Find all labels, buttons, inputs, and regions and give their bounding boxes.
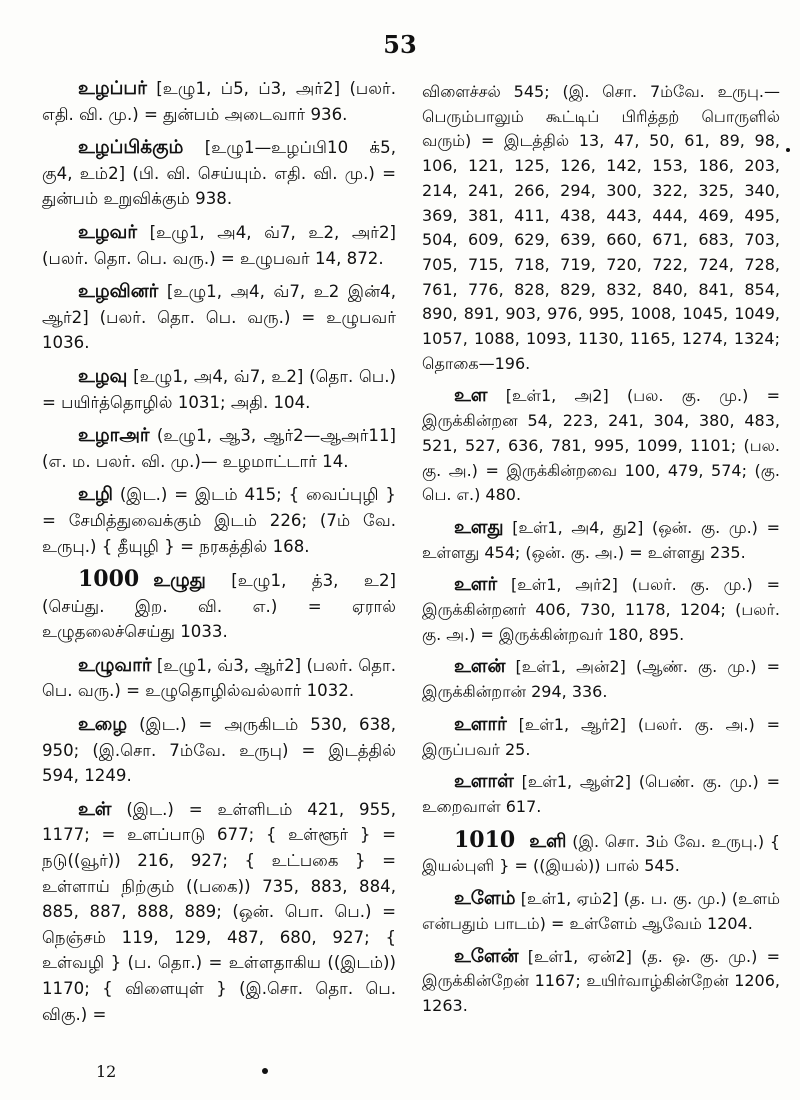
right-column bbox=[422, 80, 780, 1027]
headword: உளார் bbox=[454, 713, 507, 735]
entry-body: [உள்1, அன்2] (ஆண். கு. மு.) = இருக்கின்றான் 294, 336. bbox=[422, 657, 780, 702]
dictionary-entry bbox=[422, 516, 780, 565]
headword: உளாள் bbox=[454, 771, 514, 793]
headword: உளேன் bbox=[454, 945, 519, 967]
headword: உழவர் bbox=[78, 221, 138, 243]
margin-dot bbox=[786, 148, 790, 152]
entry-body: [உள்1, அ4, து2] (ஒன். கு. மு.) = உள்ளது 454; (ஒன். கு. அ.) = உள்ளது 235. bbox=[422, 517, 780, 562]
dictionary-entry bbox=[42, 364, 396, 415]
headword: உளது bbox=[454, 516, 504, 538]
dictionary-entry bbox=[42, 220, 396, 271]
entry-body: (இ. சொ. 3ம் வே. உருபு.) { இயல்புளி } = ((இயல்)) பால் 545. bbox=[422, 831, 780, 876]
dictionary-entry bbox=[42, 567, 396, 645]
dictionary-entry bbox=[42, 76, 396, 127]
entry-body: (இட.) = உள்ளிடம் 421, 955, 1177; = உளப்பாடு 677; { உள்ளூர் } = நடு((வூர்)) 216, 927; { உட்பகை } = உள்ளாய் நிற்கும் ((பகை)) 735, 883, 884, 885, 887, 888, 889; (ஒன். பொ. பெ.) = நெஞ்சம் 119, 129, 487, 680, 927; { உள்வழி } (ப. தொ.) = உள்ளதாகிய ((இடம்)) 1170; { விளையுள் } (இ.சொ. தொ. பெ. விகு.) = bbox=[42, 799, 396, 1024]
entry-body: [உள்1, ஆள்2] (பெண். கு. மு.) = உறைவாள் 617. bbox=[422, 772, 780, 816]
dictionary-entry bbox=[422, 887, 780, 936]
dictionary-entry bbox=[422, 384, 780, 508]
entry-number: 1000 bbox=[78, 566, 140, 593]
left-column bbox=[42, 76, 396, 1035]
dictionary-entry bbox=[42, 482, 396, 559]
dictionary-entry bbox=[42, 712, 396, 789]
headword: உழாஅர் bbox=[78, 425, 150, 447]
dictionary-entry bbox=[422, 945, 780, 1019]
headword: உழி bbox=[78, 484, 113, 506]
entry-body: [உழு1—உழப்பி10 க்5, கு4, உம்2] (பி. வி. செய்யும். எதி. வி. மு.) = துன்பம் உறுவிக்கும் 938. bbox=[42, 138, 396, 209]
entry-body: [உழு1, வ்3, ஆர்2] (பலர். தொ. பெ. வரு.) = உழுதொழில்வல்லார் 1032. bbox=[42, 655, 396, 701]
entry-body: [உள்1, ஏன்2] (த. ஒ. கு. மு.) = இருக்கின்றேன் 1167; உயிர்வாழ்கின்றேன் 1206, 1263. bbox=[422, 946, 780, 1015]
headword: உழப்பர் bbox=[78, 78, 147, 99]
entry-body: [உழு1, அ4, வ்7, உ2 இன்4, ஆர்2] (பலர். தொ. பெ. வரு.) = உழுபவர் 1036. bbox=[42, 282, 396, 353]
headword: உளன் bbox=[454, 656, 506, 678]
entry-body: [உழு1, த்3, உ2] (செய்து. இற. வி. எ.) = ஏரால் உழுதலைச்செய்து 1033. bbox=[42, 571, 396, 642]
dictionary-entry bbox=[422, 655, 780, 704]
dictionary-entry bbox=[42, 653, 396, 704]
entry-body: [உள்1, அ2] (பல. கு. மு.) = இருக்கின்றன 54, 223, 241, 304, 380, 483, 521, 527, 636, 781, 995, 1099, 1101; (பல. கு. அ.) = இருக்கின்றவை 100, 479, 574; (கு. பெ. எ.) 480. bbox=[422, 386, 780, 505]
entry-body: விளைச்சல் 545; (இ. சொ. 7ம்வே. உருபு.—பெரும்பாலும் கூட்டிப் பிரித்தற் பொருளில் வரும்) = இடத்தில் 13, 47, 50, 61, 89, 98, 106, 121, 125, 126, 142, 153, 186, 203, 214, 241, 266, 294, 300, 322, 325, 340, 369, 381, 411, 438, 443, 444, 469, 495, 504, 609, 629, 639, 660, 671, 683, 703, 705, 715, 718, 719, 720, 722, 724, 728, 761, 776, 828, 829, 832, 840, 841, 854, 890, 891, 903, 976, 995, 1008, 1045, 1049, 1057, 1088, 1093, 1130, 1165, 1274, 1324; தொகை—196. bbox=[422, 82, 780, 373]
headword: உளர் bbox=[454, 574, 498, 596]
entry-body: [உழு1, அ4, வ்7, உ2, அர்2] (பலர். தொ. பெ. வரு.) = உழுபவர் 14, 872. bbox=[42, 222, 396, 268]
headword: உளேம் bbox=[454, 888, 516, 910]
footer-dot bbox=[262, 1068, 268, 1074]
page-number: 53 bbox=[383, 30, 417, 59]
headword: உழுது bbox=[153, 570, 206, 592]
entry-body: [உழு1, ப்5, ப்3, அர்2] (பலர். எதி. வி. மு.) = துன்பம் அடைவார் 936. bbox=[42, 79, 396, 124]
headword: உழவு bbox=[78, 365, 128, 387]
dictionary-entry bbox=[422, 713, 780, 762]
dictionary-entry bbox=[422, 828, 780, 879]
headword: உழை bbox=[78, 714, 128, 736]
entry-body: [உள்1, அர்2] (பலர். கு. மு.) = இருக்கின்றனர் 406, 730, 1178, 1204; (பலர். கு. அ.) = இருக்கின்றவர் 180, 895. bbox=[422, 575, 780, 644]
headword: உள் bbox=[78, 798, 112, 820]
headword: உள bbox=[454, 385, 488, 407]
entry-body: [உள்1, ஆர்2] (பலர். கு. அ.) = இருப்பவர் 25. bbox=[422, 714, 780, 759]
entry-number: 1010 bbox=[454, 826, 516, 853]
footer-number: 12 bbox=[96, 1062, 117, 1081]
entry-body: [உழு1, அ4, வ்7, உ2] (தொ. பெ.) = பயிர்த்தொழில் 1031; அதி. 104. bbox=[42, 366, 396, 412]
entry-body: (உழு1, ஆ3, ஆர்2—ஆஅர்11] (எ. ம. பலர். வி. மு.)— உழமாட்டார் 14. bbox=[42, 426, 396, 471]
entry-body: (இட.) = இடம் 415; { வைப்புழி } = சேமித்துவைக்கும் இடம் 226; (7ம் வே. உருபு.) { தீயுழி } = நரகத்தில் 168. bbox=[42, 485, 396, 556]
headword: உழவினர் bbox=[78, 281, 159, 303]
dictionary-entry bbox=[42, 135, 396, 212]
dictionary-entry bbox=[42, 279, 396, 356]
headword: உழப்பிக்கும் bbox=[78, 137, 184, 159]
dictionary-entry bbox=[42, 423, 396, 474]
headword: உழுவார் bbox=[78, 654, 152, 676]
entry-body: [உள்1, ஏம்2] (த. ப. கு. மு.) (உளம் என்பதும் பாடம்) = உள்ளேம் ஆவேம் 1204. bbox=[422, 889, 780, 933]
dictionary-entry bbox=[422, 573, 780, 647]
dictionary-entry-continuation bbox=[422, 80, 780, 376]
dictionary-entry bbox=[422, 770, 780, 819]
entry-body: (இட.) = அருகிடம் 530, 638, 950; (இ.சொ. 7ம்வே. உருபு) = இடத்தில் 594, 1249. bbox=[42, 715, 396, 786]
dictionary-entry bbox=[42, 797, 396, 1027]
headword: உளி bbox=[529, 830, 567, 852]
